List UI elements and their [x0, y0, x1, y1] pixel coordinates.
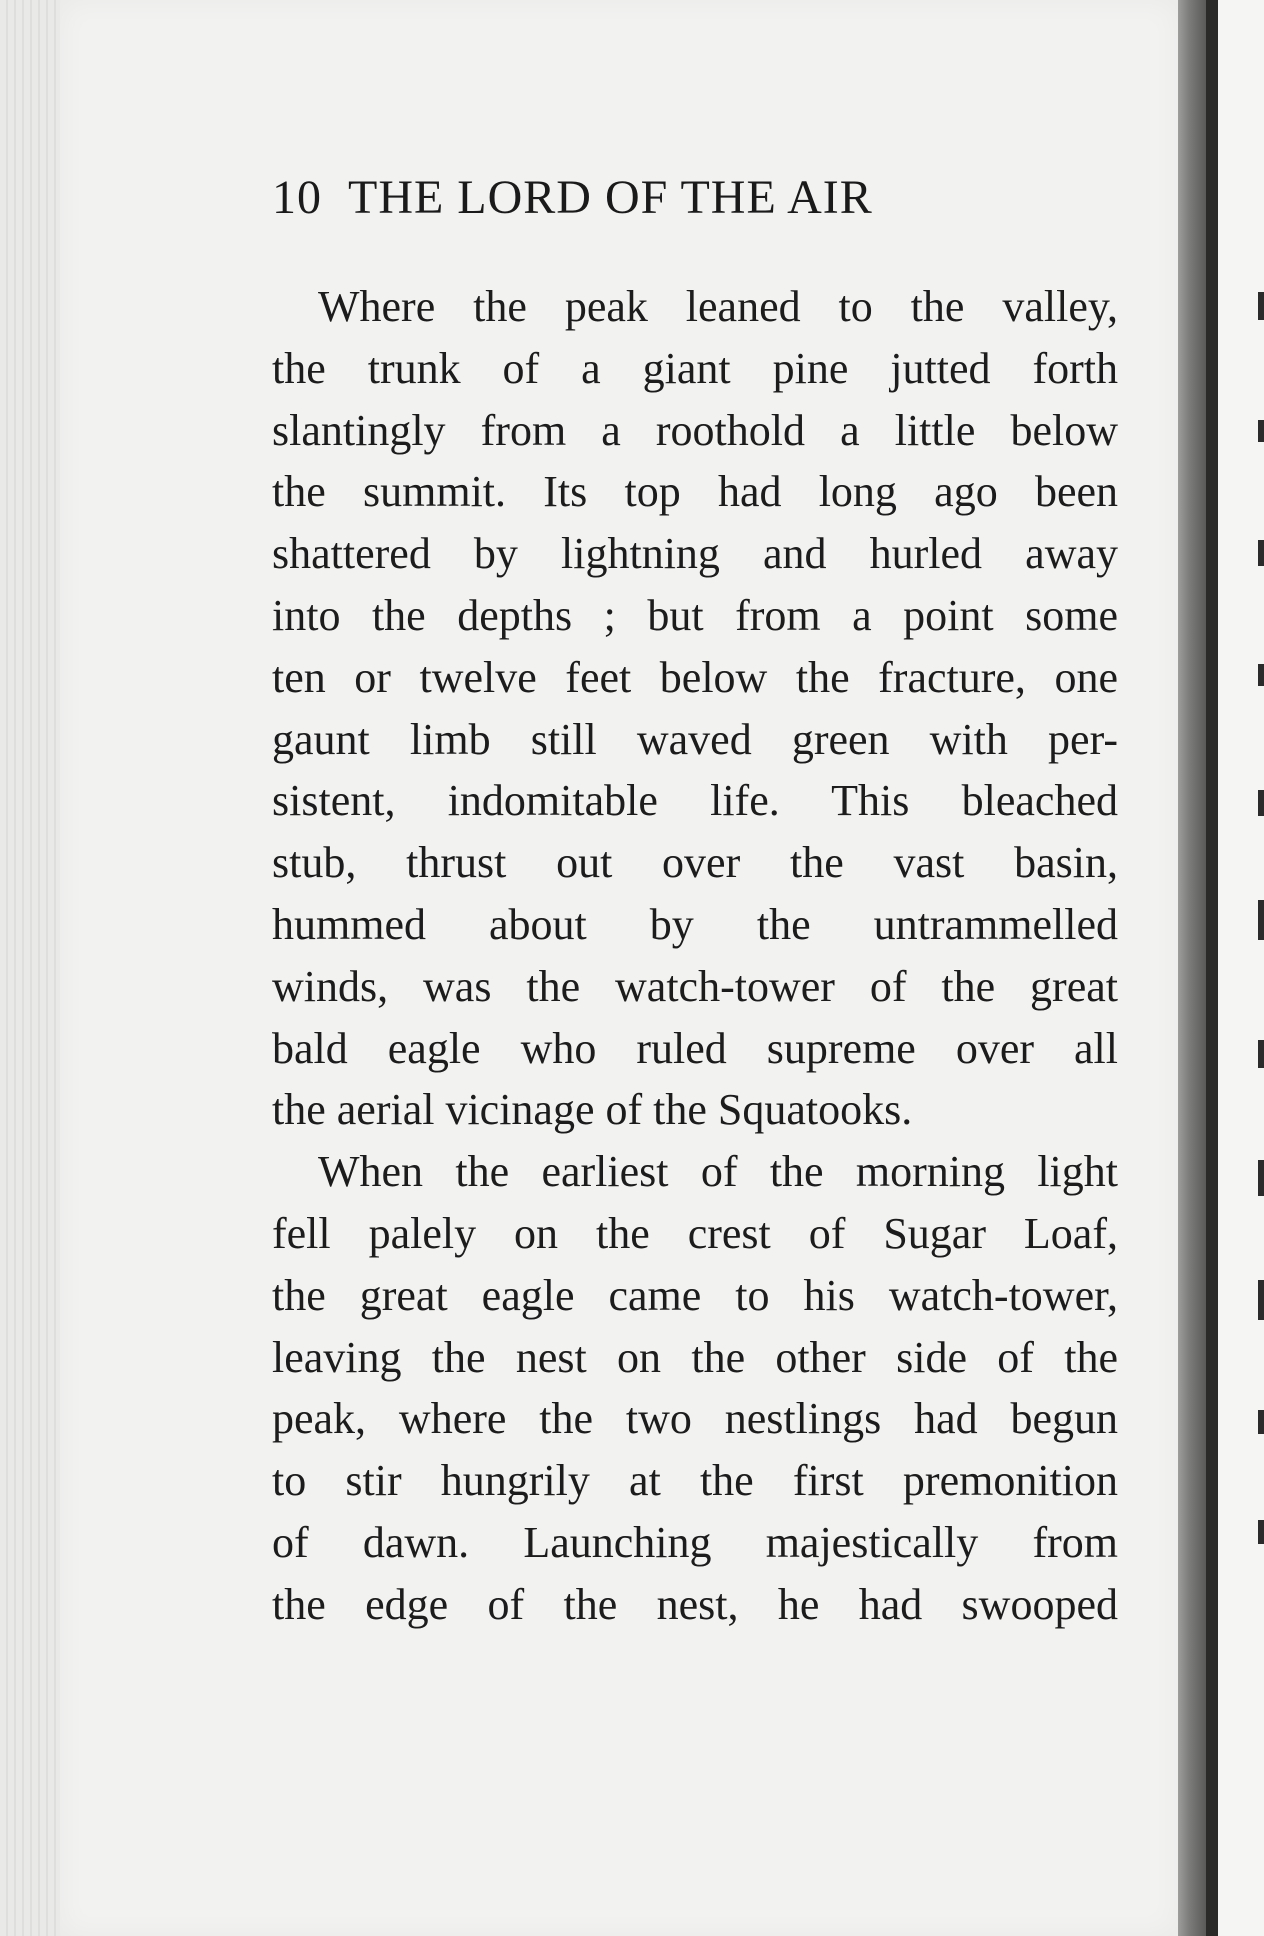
book-gutter-shadow [1178, 0, 1206, 1936]
text-line: shattered by lightning and hurled away [272, 529, 1118, 579]
page-number: 10 [272, 171, 322, 224]
facing-page-fragment [1258, 1280, 1264, 1320]
text-line: the summit. Its top had long ago been [272, 467, 1118, 517]
text-line: ten or twelve feet below the fracture, one [272, 652, 1118, 702]
facing-page-fragment [1258, 790, 1264, 816]
facing-page-fragment [1258, 900, 1264, 940]
facing-page-fragment [1258, 664, 1264, 686]
text-line: bald eagle who ruled supreme over all [272, 1023, 1118, 1073]
book-title: THE LORD OF THE AIR [348, 171, 873, 224]
text-line: leaving the nest on the other side of the [272, 1332, 1118, 1382]
text-line: When the earliest of the morning light [318, 1147, 1118, 1197]
body-text [272, 276, 1118, 1636]
text-line: slantingly from a roothold a little below [272, 405, 1118, 455]
text-line: sistent, indomitable life. This bleached [272, 776, 1118, 826]
facing-page-edge [1218, 0, 1264, 1936]
facing-page-fragment [1258, 1410, 1264, 1434]
text-line: Where the peak leaned to the valley, [318, 282, 1118, 331]
text-line: stub, thrust out over the vast basin, [272, 838, 1118, 888]
facing-page-fragment [1258, 1160, 1264, 1196]
text-line: the edge of the nest, he had swooped [272, 1579, 1118, 1629]
text-line: gaunt limb still waved green with per- [272, 714, 1118, 764]
running-head [272, 170, 1032, 240]
text-line: winds, was the watch-tower of the great [272, 961, 1118, 1011]
facing-page-fragment [1258, 420, 1264, 442]
text-line: of dawn. Launching majestically from [272, 1517, 1118, 1567]
text-line: to stir hungrily at the first premonition [272, 1456, 1118, 1506]
text-line: into the depths ; but from a point some [272, 590, 1118, 640]
text-line: the great eagle came to his watch-tower, [272, 1270, 1118, 1320]
facing-page-fragment [1258, 540, 1264, 566]
facing-page-fragment [1258, 1520, 1264, 1544]
facing-page-fragment [1258, 292, 1264, 320]
text-line: the aerial vicinage of the Squatooks. [272, 1085, 913, 1135]
text-line: the trunk of a giant pine jutted forth [272, 343, 1118, 393]
facing-page-fragment [1258, 1040, 1264, 1068]
book-spine [1206, 0, 1218, 1936]
paragraph [272, 276, 1118, 1141]
text-line: peak, where the two nestlings had begun [272, 1394, 1118, 1444]
text-line: hummed about by the untrammelled [272, 899, 1118, 949]
paragraph [272, 1141, 1118, 1635]
text-line: fell palely on the crest of Sugar Loaf, [272, 1208, 1118, 1258]
